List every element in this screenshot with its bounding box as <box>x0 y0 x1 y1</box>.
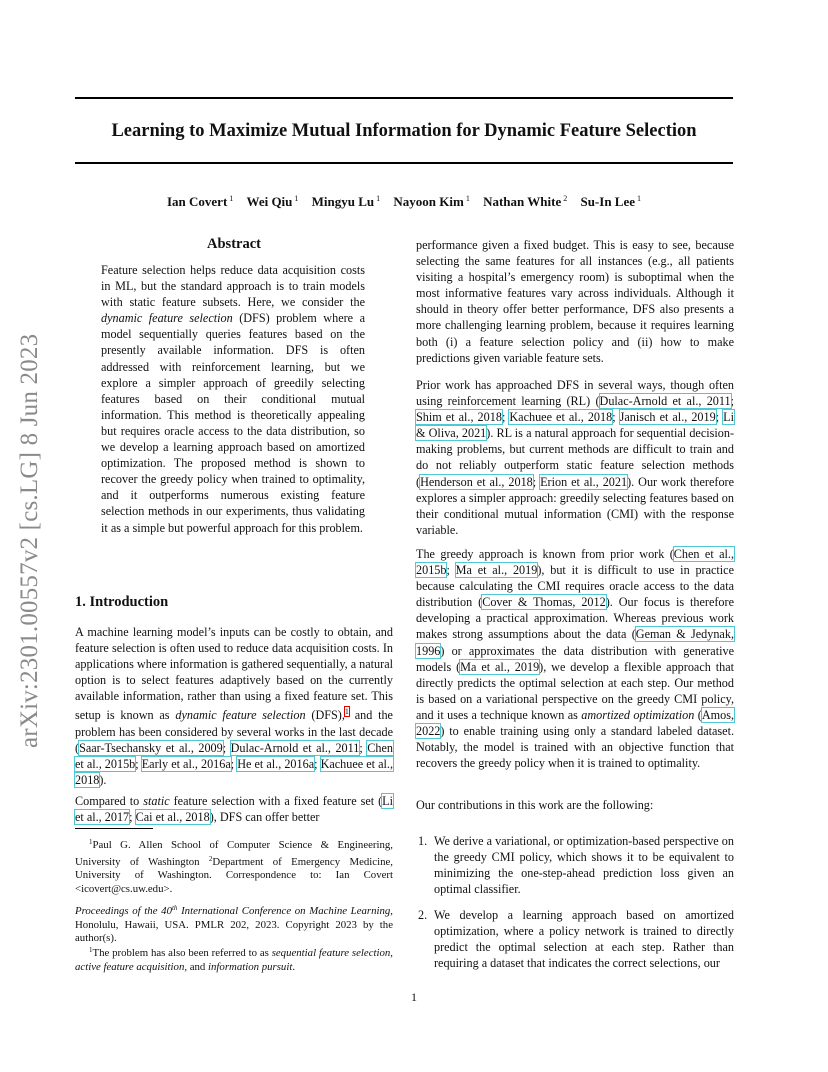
body-paragraph: Our contributions in this work are the following: <box>416 798 654 812</box>
citation-link[interactable]: Henderson et al., 2018 <box>420 474 533 489</box>
author: Nathan White $^2$ <box>483 194 568 209</box>
abstract-text: Feature selection helps reduce data acquisition costs in ML, but the standard approach is to train models with static feature subsets. Here, we consider the dynamic feature selection (DFS) problem where a model sequentially queries features based on the presently available information. DFS is often addressed with reinforcement learning, but we explore a simpler approach of greedily selecting features based on their conditional mutual information. This method is theoretically appealing but requires oracle access to the data distribution, so we develop a learning approach based on amortized optimization. The proposed method is shown to recover the greedy policy when trained to optimality, and it outperforms numerous existing feature selection methods in our experiments, thus validating it as a simple but powerful approach for this problem. <box>101 263 365 535</box>
citation-link[interactable]: Chen et al., 2015b <box>416 547 734 578</box>
citation-link[interactable]: Janisch et al., 2019 <box>619 410 716 425</box>
author: Wei Qiu $^1$ <box>246 194 299 209</box>
arxiv-identifier[interactable]: arXiv:2301.00557v2 [cs.LG] 8 Jun 2023 <box>16 333 43 748</box>
author-list <box>75 191 733 210</box>
citation-link[interactable]: Ma et al., 2019 <box>460 659 540 674</box>
citation-link[interactable]: Li et al., 2017 <box>75 794 394 825</box>
citation-link[interactable]: Kachuee et al., 2018 <box>509 410 613 425</box>
author: Nayoon Kim $^1$ <box>393 194 470 209</box>
footnote-rule <box>75 828 153 829</box>
author: Ian Covert $^1$ <box>166 194 234 209</box>
title-rule-top <box>75 97 733 99</box>
author: Mingyu Lu $^1$ <box>311 194 381 209</box>
citation-link[interactable]: Early et al., 2016a <box>141 756 231 771</box>
abstract-heading: Abstract <box>207 236 261 252</box>
section-heading-introduction: 1. Introduction <box>75 594 169 610</box>
title-rule-bottom <box>75 162 733 164</box>
footnote-proceedings: Proceedings of the 40th International Conference on Machine Learning, Honolulu, Hawaii, USA. PMLR 202, 2023. Copyright 2023 by the author(s). <box>75 904 393 945</box>
citation-link[interactable]: Cai et al., 2018 <box>135 810 210 825</box>
footnote-affiliations: $^1$Paul G. Allen School of Computer Science & Engineering, University of Washington $^2$Department of Emergency Medicine, University of Washington. Correspondence to: Ian Covert <icovert@cs.uw.edu>. <box>75 838 393 895</box>
citation-link[interactable]: Shim et al., 2018 <box>416 410 502 425</box>
footnote-1: $^1$The problem has also been referred to as sequential feature selection, active feature acquisition, and information pursuit. <box>75 946 393 973</box>
contribution-list-item: 1. We derive a variational, or optimization-based perspective on the greedy CMI policy, which shows it to be equivalent to minimizing the one-step-ahead prediction loss given an optimal classifier. <box>418 834 734 897</box>
body-paragraph: Prior work has approached DFS in several ways, though often using reinforcement learning (RL) (Dulac-Arnold et al., 2011; Shim et al., 2018; Kachuee et al., 2018; Janisch et al., 2019; Li & Oliva, 2021). RL is a natural approach for sequential decision-making problems, but current methods are difficult to train and do not reliably outperform static feature selection methods (Henderson et al., 2018; Erion et al., 2021). Our work therefore explores a simpler approach: greedily selecting features based on their conditional mutual information (CMI) with the response variable. <box>416 378 735 537</box>
citation-link[interactable]: Chen et al., 2015b <box>75 740 393 771</box>
citation-link[interactable]: Dulac-Arnold et al., 2011 <box>230 740 360 755</box>
citation-link[interactable]: Cover & Thomas, 2012 <box>482 595 606 610</box>
author: Su-In Lee $^1$ <box>580 194 642 209</box>
body-paragraph: The greedy approach is known from prior work (Chen et al., 2015b; Ma et al., 2019), but it is difficult to use in practice because calculating the CMI requires oracle access to the data distribution (Cover & Thomas, 2012). Our focus is therefore developing a practical approximation. Whereas previous work makes strong assumptions about the data (Geman & Jedynak, 1996) or approximates the data distribution with generative models (Ma et al., 2019), we develop a flexible approach that directly predicts the optimal selection at each step. Our method is based on a variational perspective on the greedy CMI policy, and it uses a technique known as amortized optimization (Amos, 2022) to enable training using only a standard labeled dataset. Notably, the model is trained with an objective function that recovers the greedy policy when it is trained to optimality. <box>416 547 735 771</box>
citation-link[interactable]: Geman & Jedynak, 1996 <box>416 627 734 658</box>
paper-title: Learning to Maximize Mutual Information for Dynamic Feature Selection <box>111 121 697 141</box>
body-paragraph: performance given a fixed budget. This is easy to see, because selecting the same features for all instances (e.g., all patients visiting a hospital’s emergency room) is suboptimal when the most informative features vary across individuals. Although it should in theory offer better performance, DFS also presents a more challenging learning problem, because it requires learning both (i) a feature selection policy and (ii) how to make predictions given variable feature sets. <box>416 238 734 365</box>
citation-link[interactable]: He et al., 2016a <box>237 756 315 771</box>
citation-link[interactable]: Kachuee et al., 2018 <box>75 756 393 787</box>
intro-paragraph: Compared to static feature selection with a fixed feature set (Li et al., 2017; Cai et al., 2018), DFS can offer better <box>75 794 394 825</box>
citation-link[interactable]: Erion et al., 2021 <box>540 474 628 489</box>
citation-link[interactable]: Ma et al., 2019 <box>455 563 538 578</box>
page-number: 1 <box>411 990 417 1004</box>
contribution-list-item: 2. We develop a learning approach based on amortized optimization, where a policy network is trained to directly predict the optimal selection at each step. Rather than requiring a dataset that indicates the correct selections, our <box>418 908 734 971</box>
citation-link[interactable]: Amos, 2022 <box>416 707 734 739</box>
citation-link[interactable]: Saar-Tsechansky et al., 2009 <box>79 740 223 755</box>
citation-link[interactable]: Li & Oliva, 2021 <box>416 410 734 441</box>
citation-link[interactable]: Dulac-Arnold et al., 2011 <box>599 394 731 409</box>
footnote-ref[interactable]: 1 <box>344 707 349 717</box>
intro-paragraph: A machine learning model’s inputs can be costly to obtain, and feature selection is often used to reduce data acquisition costs. In applications where information is gathered sequentially, a natural option is to select features adaptively based on the currently available information, rather than using a fixed feature set. This setup is known as dynamic feature selection (DFS),$^1$ and the problem has been considered by several works in the last decade (Saar-Tsechansky et al., 2009; Dulac-Arnold et al., 2011; Chen et al., 2015b; Early et al., 2016a; He et al., 2016a; Kachuee et al., 2018). <box>75 625 394 787</box>
